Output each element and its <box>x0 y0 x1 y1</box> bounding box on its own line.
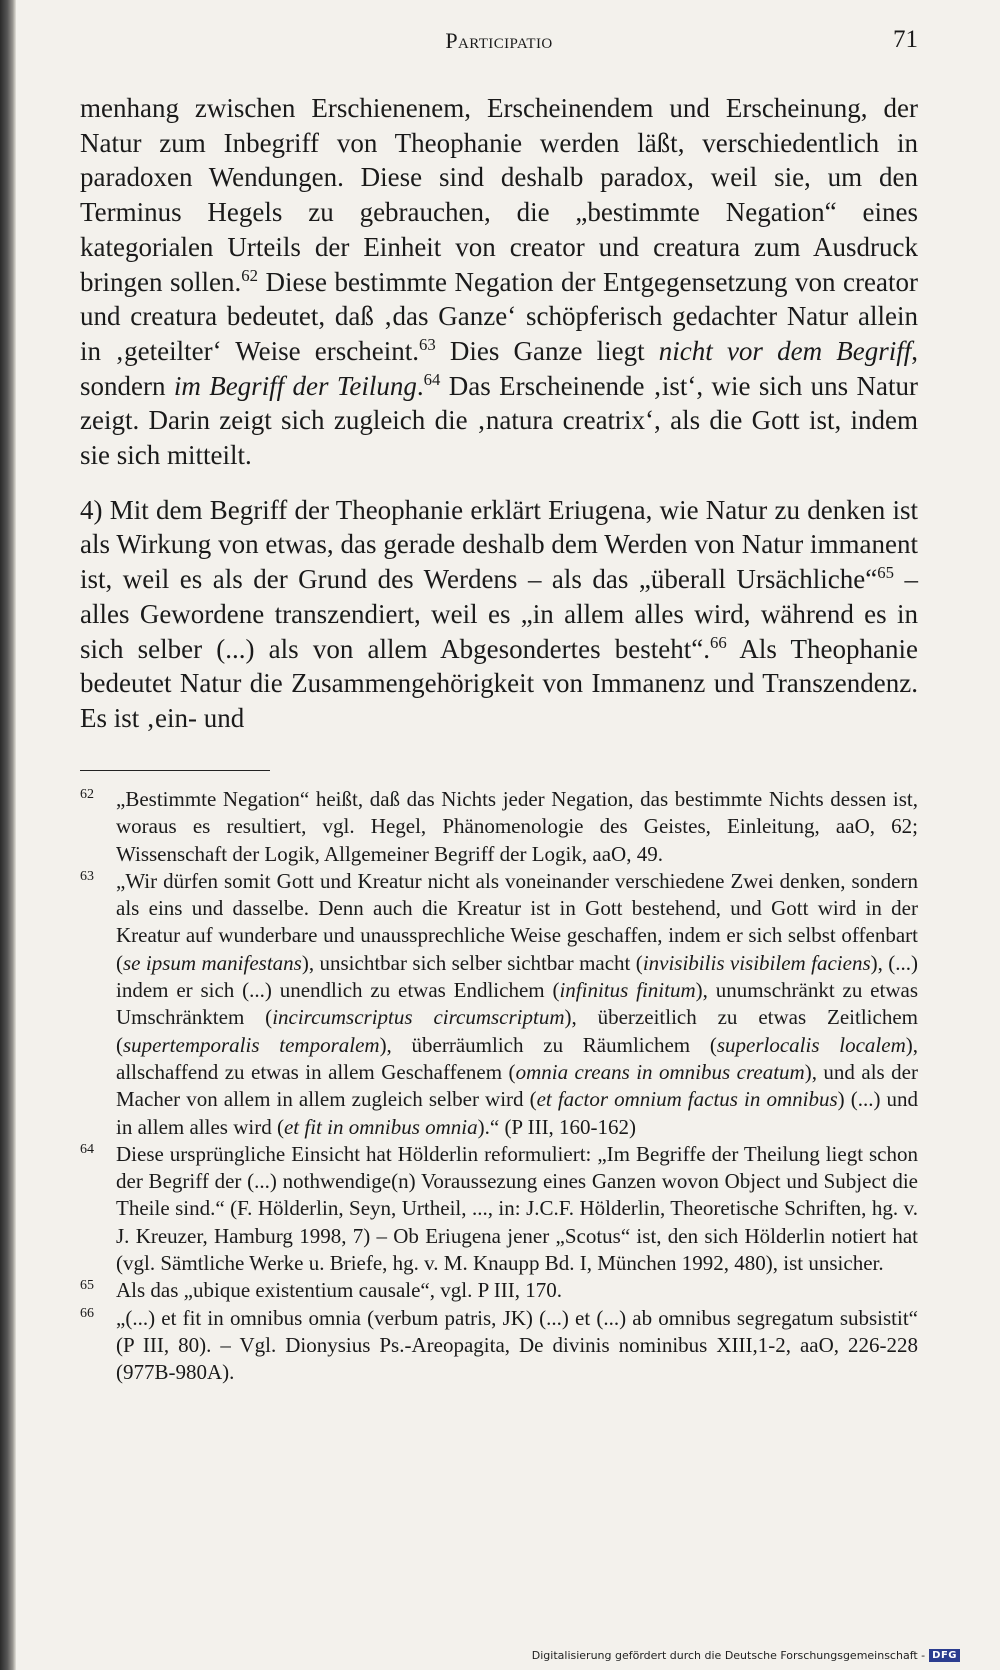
footnote-62 <box>80 786 918 868</box>
footnote-number: 66 <box>80 1305 94 1321</box>
latin-phrase: omnia creans in omnibus creatum <box>515 1059 805 1084</box>
latin-phrase: invisibilis visibilem faciens <box>642 950 871 975</box>
text-run: Als Theophanie bedeutet Natur die Zusammengehörigkeit von Immanenz und Transzendenz. Es ist ‚ein- und <box>80 633 918 733</box>
footnote-text: ), allschaffend zu etwas in allem Geschaffenem ( <box>116 1032 918 1084</box>
text-run: menhang zwischen Erschienenem, Erscheinendem und Erscheinung, der Natur zum Inbegriff von Theophanie werden läßt, verschiedentlich in paradoxen Wendungen. Diese sind deshalb paradox, weil sie, um den Terminus Hegels zu gebrauchen, die „bestimmte Negation“ eines kategorialen Urteils der Einheit von creator und creatura zum Ausdruck bringen sollen. <box>80 93 918 297</box>
italic-phrase: im Begriff der Teilung <box>173 370 417 401</box>
dfg-logo-icon: DFG <box>929 1649 960 1662</box>
latin-phrase: et factor omnium factus in omnibus <box>536 1087 838 1112</box>
footnote-divider <box>80 770 270 771</box>
text-run: Diese bestimmte Negation der Entgegensetzung von creator und creatura bedeutet, daß ‚das Ganze‘ schöpferisch gedachter Natur allein in ‚geteilter‘ Weise erscheint. <box>80 266 918 366</box>
footnotes <box>80 786 918 1387</box>
footnote-number: 64 <box>80 1141 94 1157</box>
footnote-ref-63: 63 <box>418 334 436 354</box>
footnote-text: Diese ursprüngliche Einsicht hat Hölderlin reformuliert: „Im Begriffe der Theilung liegt schon der Begriff der (...) nothwendige(n) Voraussezung eines Ganzen wovon Object und Subject die Theile sind.“ (F. Hölderlin, Seyn, Urtheil, ..., in: J.C.F. Hölderlin, Theoretische Schriften, hg. v. J. Kreuzer, Hamburg 1998, 7) – Ob Eriugena jener „Scotus“ ist, den sich Hölderlin notiert hat (vgl. Sämtliche Werke u. Briefe, hg. v. M. Knaupp Bd. I, München 1992, 480), ist unsicher. <box>116 1141 918 1276</box>
footnote-text: ), überzeitlich zu etwas Zeitlichem ( <box>116 1005 918 1057</box>
footnote-text: „(...) et fit in omnibus omnia (verbum patris, JK) (...) et (...) ab omnibus segregatum subsistit“ (P III, 80). – Vgl. Dionysius Ps.-Areopagita, De divinis nominibus XIII,1-2, aaO, 226-228 (977B-980A). <box>116 1305 918 1385</box>
text-run: 4) Mit dem Begriff der Theophanie erklärt Eriugena, wie Natur zu denken ist als Wirkung von etwas, das gerade deshalb dem Werden von Natur immanent ist, weil es als der Grund des Werdens – als das „überall Ursächliche“ <box>80 494 918 595</box>
paragraph <box>80 493 918 736</box>
footnote-text: ), (...) indem er sich (...) unendlich zu etwas Endlichem ( <box>116 950 919 1003</box>
text-run: – alles Gewordene transzendiert, weil es „in allem alles wird, während es in sich selber (...) als von allem Abgesondertes besteht“. <box>80 564 918 664</box>
footnote-ref-64: 64 <box>423 369 441 389</box>
latin-phrase: incircumscriptus circumscriptum <box>272 1005 565 1030</box>
footnote-66 <box>80 1305 918 1387</box>
italic-phrase: nicht vor dem Begriff <box>658 335 912 366</box>
footnote-text: ), unsichtbar sich selber sichtbar macht ( <box>301 950 643 975</box>
latin-phrase: superlocalis localem <box>716 1032 906 1057</box>
paragraph <box>80 91 918 473</box>
footnote-text: Als das „ubique existentium causale“, vgl. P III, 170. <box>116 1278 562 1303</box>
footnote-text: ) (...) und in allem alles wird ( <box>116 1087 919 1139</box>
footnote-65 <box>80 1277 918 1304</box>
latin-phrase: supertemporalis temporalem <box>123 1032 380 1057</box>
footnote-number: 65 <box>80 1278 94 1294</box>
digitization-text: Digitalisierung gefördert durch die Deutsche Forschungsgemeinschaft - <box>531 1649 926 1662</box>
footnote-text: ).“ (P III, 160-162) <box>477 1114 637 1139</box>
running-title: Participatio <box>445 28 553 53</box>
footnote-64 <box>80 1141 918 1277</box>
text-run: . <box>416 370 424 401</box>
footnote-text: ), und als der Macher von allem in allem zugleich selber wird ( <box>116 1059 919 1112</box>
footnote-ref-62: 62 <box>241 265 258 285</box>
footnote-number: 62 <box>80 787 94 802</box>
text-run: Dies Ganze liegt <box>435 335 659 366</box>
footnote-text: ), überräumlich zu Räumlichem ( <box>379 1032 717 1057</box>
page-number: 71 <box>893 26 918 53</box>
footnote-number: 63 <box>80 868 94 884</box>
footnote-ref-66: 66 <box>709 632 727 652</box>
digitization-credit <box>532 1649 960 1662</box>
footnote-ref-65: 65 <box>877 563 894 583</box>
latin-phrase: infinitus finitum <box>559 978 696 1003</box>
latin-phrase: et fit in omnibus omnia <box>283 1114 478 1139</box>
footnote-63 <box>80 868 918 1141</box>
latin-phrase: se ipsum manifestans <box>123 950 302 975</box>
footnote-text: „Bestimmte Negation“ heißt, daß das Nichts jeder Negation, das bestimmte Nichts dessen ist, woraus es resultiert, vgl. Hegel, Phänomenologie des Geistes, Einleitung, aaO, 62; Wissenschaft der Logik, Allgemeiner Begriff der Logik, aaO, 49. <box>116 787 918 866</box>
running-head <box>80 28 918 58</box>
text-run: Das Erscheinende ‚ist‘, wie sich uns Natur zeigt. Darin zeigt sich zugleich die ‚natura creatrix‘, als die Gott ist, indem sie sich mitteilt. <box>80 370 919 471</box>
footnote-text: ), unumschränkt zu etwas Umschränktem ( <box>116 978 918 1030</box>
body-text <box>80 91 918 736</box>
text-run: , sondern <box>80 335 918 401</box>
footnote-text: „Wir dürfen somit Gott und Kreatur nicht als voneinander verschiedene Zwei denken, sondern als eins und dasselbe. Denn auch die Kreatur ist in Gott bestehend, und Gott wird in der Kreatur auf wunderbare und unaussprechliche Weise geschaffen, indem er sich selbst offenbart ( <box>116 868 918 975</box>
